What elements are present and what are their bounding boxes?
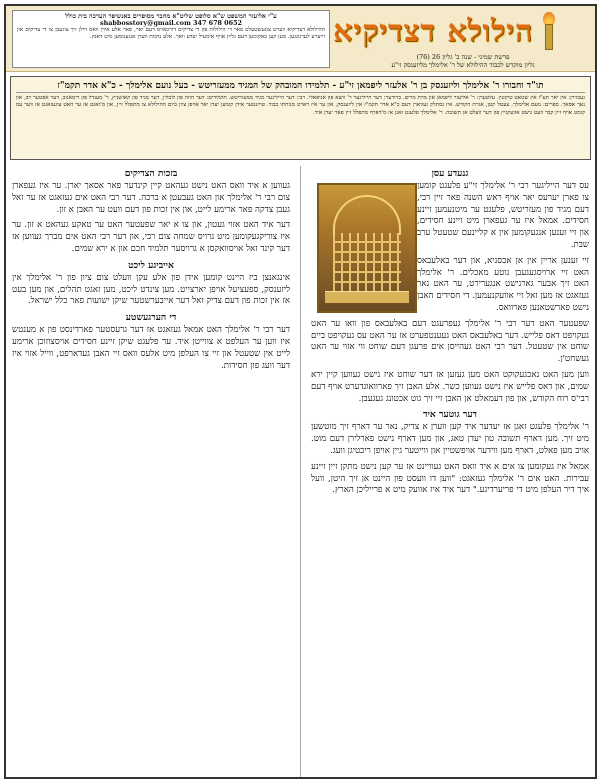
paragraph: שפעטער האט דער רבי ר' אלימלך געפרעגט דעם באלעבאס פון וואו ער האט געקויפט דאס פלייש. דער באלעבאס האט געענטפערט אז ער האט עס געקויפט ביים שוחט אין שטעטל. דער רבי האט געהייסן אים פרעגן דעם שוחט ווי אזוי ער האט געשחט'ן.: [311, 318, 589, 365]
article-column-right: [311, 166, 589, 777]
logo-text: הילולא דצדיקיא: [333, 13, 534, 49]
article-column-left: [12, 166, 290, 777]
section-heading: בזכות הצדיקים: [124, 168, 178, 179]
section-heading: גנעדע עסן: [431, 168, 469, 179]
paragraph: דער רבי ר' אלימלך האט אמאל געזאגט אז דער גרעסטער פארדינסט פון א מענטש איז ווען ער העלפט א צווייטן איד. ער פלעגט שיקן זיינע חסידים אויסצוזוכן ארימע לייט אין שטעטל און זיי צו העלפן מיט אלעס וואס זיי האבן געדארפט, ווייל אזוי איז דער וועג פון חסידות.: [12, 325, 290, 371]
article-columns: [12, 166, 589, 777]
paragraph: עס דער הייליגער רבי ר' אלימלך זי"ע פלעגט קומען צו פארן יערעס יאר אויף ראש השנה פאר זיין רבי, דעם מגיד פון מעזריטש, פלעגט ער מיטנעמען זיינע חסידים. אמאל איז ער געפארן מיט זיינע חסידים, און זיי זענען אנגעקומען אין א קליינעם שטעטל ערב שבת.: [417, 181, 589, 250]
paragraph: אינגאנצן ביז היינט קומען אידן פון אלע עקן וועלט צום ציון פון ר' אלימלך אין ליזענסק, ספעציעל אויפן יארצייט. מען צינדט ליכט, מען זאגט תהלים, און מען בעט אז אין זכות פון דעם צדיק זאל דער אייבערשטער שיקן ישועות פאר כלל ישראל.: [12, 272, 290, 307]
newsletter-page: [4, 4, 597, 779]
paragraph: אמאל איז געקומען צו אים א איד וואס האט געוויינט אז ער קען נישט מתקן זיין זיינע עבירות. האט אים ר' אלימלך געזאגט: "ווען דו וועסט פון היינט אן זיך היטן, וועל איך דיר העלפן מיט די פריערדיגע." דער איד איז אוועק מיט א פרייליכן הארץ.: [311, 461, 589, 496]
section-heading: די הערגעשטע: [125, 312, 177, 324]
issue-line-2: גליון מוקדש לכבוד ההילולא של ר' אלימלך מליזענסק זי"ע: [391, 61, 535, 69]
section-heading: אייביגע ליכט: [128, 259, 174, 271]
section-heading: דער גוטער איד: [423, 409, 477, 421]
paragraph: זיי זענען אריין אין אן אכסניא, און דער באלעבאס האט זיי ארויסגעגעבן גוטע מאכלים. ר' אלימלך האט זיך אבער גארנישט אנגערירט, ער האט נאר געזאגט אז מען זאל זיי אוועקנעמען. די חסידים האבן נישט פארשטאנען פארוואס.: [417, 255, 589, 313]
paragraph: ר' אלימלך פלעגט זאגן אז יעדער איד קען ווערן א צדיק, נאר ער דארף זיך מוטשען מיט זיך. מען דארף תשובה טון יעדן טאג, און מען דארף נישט פארלירן דעם מוט. אויב מען פאלט, דארף מען ווידער אויפשטיין און ווייטער גיין אויפן ריכטיגן וועג.: [311, 422, 589, 456]
issue-info: [343, 53, 583, 69]
contact-line-1: ע"י אליעזר המשפט ש"א סלופט שליט"א מחבר מסופרים באנשיפר הערכה בית כולל: [65, 12, 277, 20]
contact-email[interactable]: shabbosstory@gmail.com 347 678 0652: [100, 19, 242, 27]
biography-box: [10, 76, 591, 160]
logo: [333, 10, 589, 52]
issue-line-1: פרשת שמיני - שנה ב' גליון 26 (76): [416, 53, 510, 61]
paragraph: דער איד האט אזוי געטון, און צו א יאר שפעטער האט ער טאקע געהאט א זון. ער איז צוריקגעקומען מיט גרויס שמחה צום רבי, און דער רבי האט אים מברך געווען אז דער קינד זאל אויסוואקסן א גרויסער תלמיד חכם און א ירא שמים.: [12, 220, 290, 254]
column-divider: [300, 166, 301, 777]
paragraph: ווען מען האט נאכגעקוקט האט מען געזען אז דער שוחט איז נישט געווען קיין ירא שמים, און דאס פלייש איז נישט געווען כשר. אלע האבן זיך פארוואונדערט אויף דעם רבי'ס רוח הקודש, און פון דעמאלט אן האבן זיי זיך גוט אכטונג געגעבן.: [311, 369, 589, 404]
biography-text: געבוירן: אין יאר תע"ז אין שטאט טיקטין. עלטערן: ר' אליעזר ליפמאן און מרת מרים. ברודער: דער הייליגער ר' זושא פון אניפאלי. רבי: דער הייליגער מגיד ממעזריטש. תלמידים: דער חוזה פון לובלין, דער מגיד פון קאזשניץ, ר' מענדל פון רימאנוב, דער אפטער רב, און נאך אסאך. ספרים: נועם אלימלך, צעטל קטן, אגרת הקודש. איז נסתלק געווארן דעם כ"א אדר תקמ"ז אין ליזענסק, און ער איז דארט מנוחתו כבוד. טויזנטער אידן קומען יעדן יאר אויפן ציון ביום ההילולא צו מתפלל זיין, און מ'זאגט אז ער האט צוגעזאגט אז ווער עס קומט אויף זיין קבר וועט נישט אוועקגיין פון דער וועלט אן תשובה. ר' אלימלך פלעגט זאגן אז מ'דארף מתפלל זיין פאר יעדן איד.: [16, 95, 585, 116]
paragraph: געווען א איד וואס האט נישט געהאט קיין קינדער פאר אסאך יארן. ער איז געפארן צום רבי ר' אלימלך און האט געבעטן א ברכה. דער רבי האט אים געזאגט אז ער זאל געבן צדקה פאר ארימע לייט, און אין זכות פון דעם וועט ער האבן א זון.: [12, 181, 290, 215]
tomb-photo: [317, 183, 417, 313]
masthead: [6, 6, 595, 72]
contact-box: [12, 10, 330, 68]
biography-title: תו"ד וחבורו ר' אלימלך וליזענסק בן ר' אלעזר ליפמאן זי"ע - תלמידו המובהק של המגיד ממעזריטש - בעל נועם אלימלך - כ"א אדר תקמ"ז: [16, 80, 585, 93]
candle-icon: [539, 12, 559, 50]
contact-text: ההילולא דצדיקיא ווערט צוגעשטעלט פאר די הילולות פון די צדיקים דורכאויס דעם יאר, פאר אלע אידן וואס ווילן זיך צוגעבן צו די צדיקים און זייערע לערנונגען. מען קען באקומען דעם גליון אויף אימעיל יעדע וואך. אלע נדבות ווערן אנגענומען מיט דאנק.: [17, 27, 325, 40]
